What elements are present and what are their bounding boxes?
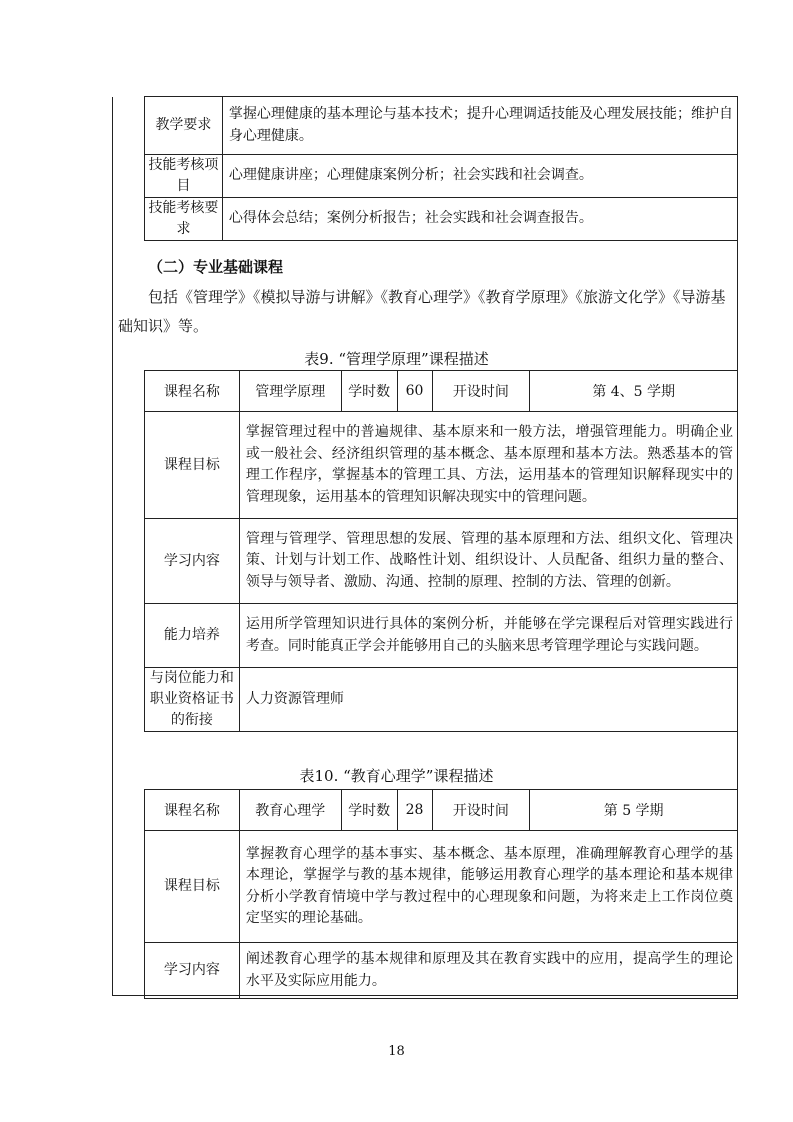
- row-text: 心得体会总结；案例分析报告；社会实践和社会调查报告。: [222, 198, 737, 241]
- table-row: [145, 198, 738, 241]
- table-row: [145, 831, 738, 943]
- table-header-row: [145, 790, 738, 831]
- row-label: 课程目标: [145, 831, 240, 943]
- row-label: 与岗位能力和职业资格证书的衔接: [145, 668, 240, 732]
- row-text: 掌握心理健康的基本理论与基本技术；提升心理调适技能及心理发展技能；维护自身心理健康。: [222, 97, 737, 155]
- row-text: 阐述教育心理学的基本规律和原理及其在教育实践中的应用，提高学生的理论水平及实际应用能力。: [239, 943, 737, 999]
- table9: [144, 370, 738, 732]
- row-text: 掌握教育心理学的基本事实、基本概念、基本原理，准确理解教育心理学的基本理论，掌握学与教的基本规律，能够运用教育心理学的基本理论和基本规律分析小学教育情境中学与教过程中的心理现象和问题，为将来走上工作岗位奠定坚实的理论基础。: [239, 831, 737, 943]
- table-header-row: [145, 371, 738, 412]
- table-row: [145, 97, 738, 155]
- hours-value: 60: [397, 371, 432, 412]
- table-row: [145, 412, 738, 519]
- table-row: [145, 519, 738, 604]
- table-row: [145, 155, 738, 198]
- hours-value: 28: [397, 790, 432, 831]
- name-label: 课程名称: [145, 371, 240, 412]
- row-label: 课程目标: [145, 412, 240, 519]
- section-paragraph: 包括《管理学》《模拟导游与讲解》《教育心理学》《教育学原理》《旅游文化学》《导游基础知识》等。: [118, 288, 726, 335]
- row-label: 技能考核要求: [145, 198, 223, 241]
- term-value: 第 4、5 学期: [530, 371, 738, 412]
- table-row: [145, 943, 738, 999]
- row-label: 技能考核项目: [145, 155, 223, 198]
- table10-caption: 表10. “教育心理学”课程描述: [299, 767, 494, 785]
- course-name: 教育心理学: [239, 790, 341, 831]
- row-text: 管理与管理学、管理思想的发展、管理的基本原理和方法、组织文化、管理决策、计划与计划工作、战略性计划、组织设计、人员配备、组织力量的整合、领导与领导者、激励、沟通、控制的原理、控制的方法、管理的创新。: [239, 519, 737, 604]
- table-row: [145, 668, 738, 732]
- hours-label: 学时数: [341, 790, 397, 831]
- term-value: 第 5 学期: [530, 790, 738, 831]
- row-label: 学习内容: [145, 519, 240, 604]
- row-text: 运用所学管理知识进行具体的案例分析，并能够在学完课程后对管理实践进行考查。同时能真正学会并能够用自己的头脑来思考管理学理论与实践问题。: [239, 604, 737, 668]
- row-text: 人力资源管理师: [239, 668, 737, 732]
- row-label: 教学要求: [145, 97, 223, 155]
- page-number: 18: [388, 1044, 405, 1059]
- table9-caption: 表9. “管理学原理”课程描述: [304, 350, 489, 368]
- top-table: [144, 96, 738, 241]
- hours-label: 学时数: [341, 371, 397, 412]
- row-label: 学习内容: [145, 943, 240, 999]
- row-label: 能力培养: [145, 604, 240, 668]
- table-row: [145, 604, 738, 668]
- term-label: 开设时间: [432, 371, 530, 412]
- course-name: 管理学原理: [239, 371, 341, 412]
- name-label: 课程名称: [145, 790, 240, 831]
- row-text: 心理健康讲座；心理健康案例分析；社会实践和社会调查。: [222, 155, 737, 198]
- term-label: 开设时间: [432, 790, 530, 831]
- section-heading: （二）专业基础课程: [148, 258, 284, 276]
- table10: [144, 789, 738, 999]
- row-text: 掌握管理过程中的普遍规律、基本原来和一般方法，增强管理能力。明确企业或一般社会、经济组织管理的基本概念、基本原理和基本方法。熟悉基本的管理工作程序，掌握基本的管理工具、方法，运用基本的管理知识解释现实中的管理现象，运用基本的管理知识解决现实中的管理问题。: [239, 412, 737, 519]
